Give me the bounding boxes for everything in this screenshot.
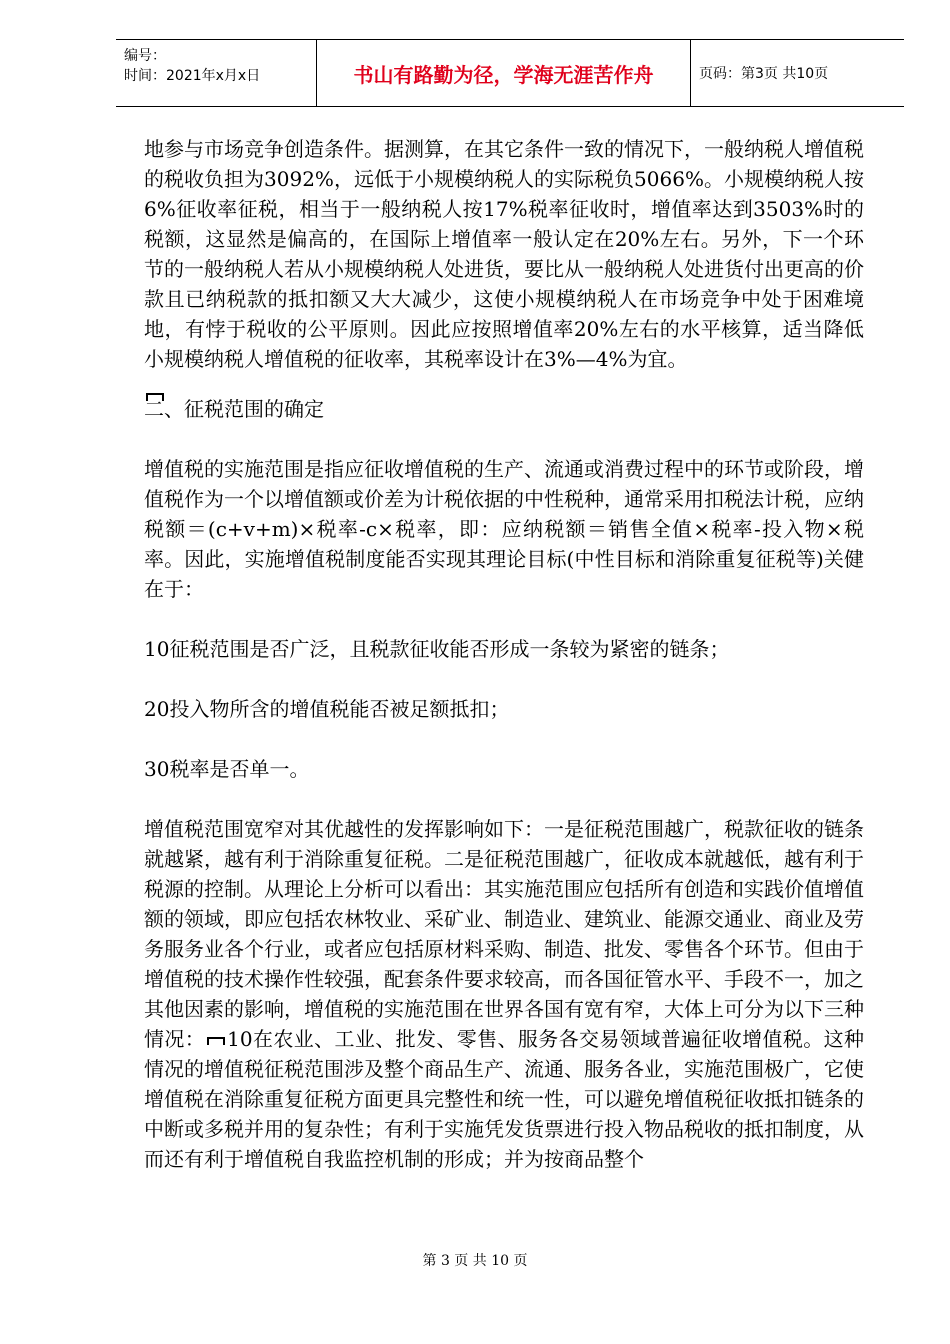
paragraph-scope-effects <box>144 814 864 1174</box>
paragraph-tax-burden: 地参与市场竞争创造条件。据测算，在其它条件一致的情况下，一般纳税人增值税的税收负担为3092%，远低于小规模纳税人的实际税负5066%。小规模纳税人按6%征收率征税，相当于一般纳税人按17%税率征收时，增值率达到3503%时的税额，这显然是偏高的，在国际上增值率一般认定在20%左右。另外，下一个环节的一般纳税人若从小规模纳税人处进货，要比从一般纳税人处进货付出更高的价款且已纳税款的抵扣额又大大减少，这使小规模纳税人在市场竞争中处于困难境地，有悖于税收的公平原则。因此应按照增值率20%左右的水平核算，适当降低小规模纳税人增值税的征收率，其税率设计在3%—4%为宜。 <box>144 137 864 371</box>
list-item-2: 20投入物所含的增值税能否被足额抵扣； <box>144 697 510 721</box>
document-number-label: 编号： <box>124 48 166 64</box>
page-header <box>116 39 904 107</box>
section-heading: 二、征税范围的确定 <box>144 397 324 421</box>
paragraph-scope-effects-b: 10在农业、工业、批发、零售、服务各交易领域普遍征收增值税。这种情况的增值税征税范围涉及整个商品生产、流通、服务各业，实施范围极广，它使增值税在消除重复征税方面更具完整性和统一性，可以避免增值税征收抵扣链条的中断或多税并用的复杂性；有利于实施凭发货票进行投入物品税收的抵扣制度，从而还有利于增值税自我监控机制的形成；并为按商品整个 <box>144 1027 864 1171</box>
header-page-info: 页码：第3页 共10页 <box>699 66 829 82</box>
list-item-1: 10征税范围是否广泛，且税款征收能否形成一条较为紧密的链条； <box>144 637 730 661</box>
list-item-3: 30税率是否单一。 <box>144 757 310 781</box>
section-break-mark <box>144 374 864 394</box>
header-motto: 书山有路勤为径，学海无涯苦作舟 <box>316 40 691 106</box>
paragraph-scope-definition: 增值税的实施范围是指应征收增值税的生产、流通或消费过程中的环节或阶段，增值税作为一个以增值额或价差为计税依据的中性税种，通常采用扣税法计税，应纳税额＝(c+v+m)×税率-c×税率，即：应纳税额＝销售全值×税率-投入物×税率。因此，实施增值税制度能否实现其理论目标(中性目标和消除重复征税等)关健在于： <box>144 457 864 601</box>
document-body <box>144 134 864 1174</box>
bracket-glyph-inline <box>207 1037 225 1045</box>
page-footer: 第 3 页 共 10 页 <box>422 1253 528 1269</box>
paragraph-scope-effects-a: 增值税范围宽窄对其优越性的发挥影响如下：一是征税范围越广，税款征收的链条就越紧，越有利于消除重复征税。二是征税范围越广，征收成本就越低，越有利于税源的控制。从理论上分析可以看出：其实施范围应包括所有创造和实践价值增值额的领域，即应包括农林牧业、采矿业、制造业、建筑业、能源交通业、商业及劳务服务业各个行业，或者应包括原材料采购、制造、批发、零售各个环节。但由于增值税的技术操作性较强，配套条件要求较高，而各国征管水平、手段不一，加之其他因素的影响，增值税的实施范围在世界各国有宽有窄，大体上可分为以下三种情况： <box>144 817 864 1051</box>
document-time-label: 时间：2021年x月x日 <box>124 68 261 84</box>
header-meta <box>116 40 316 106</box>
